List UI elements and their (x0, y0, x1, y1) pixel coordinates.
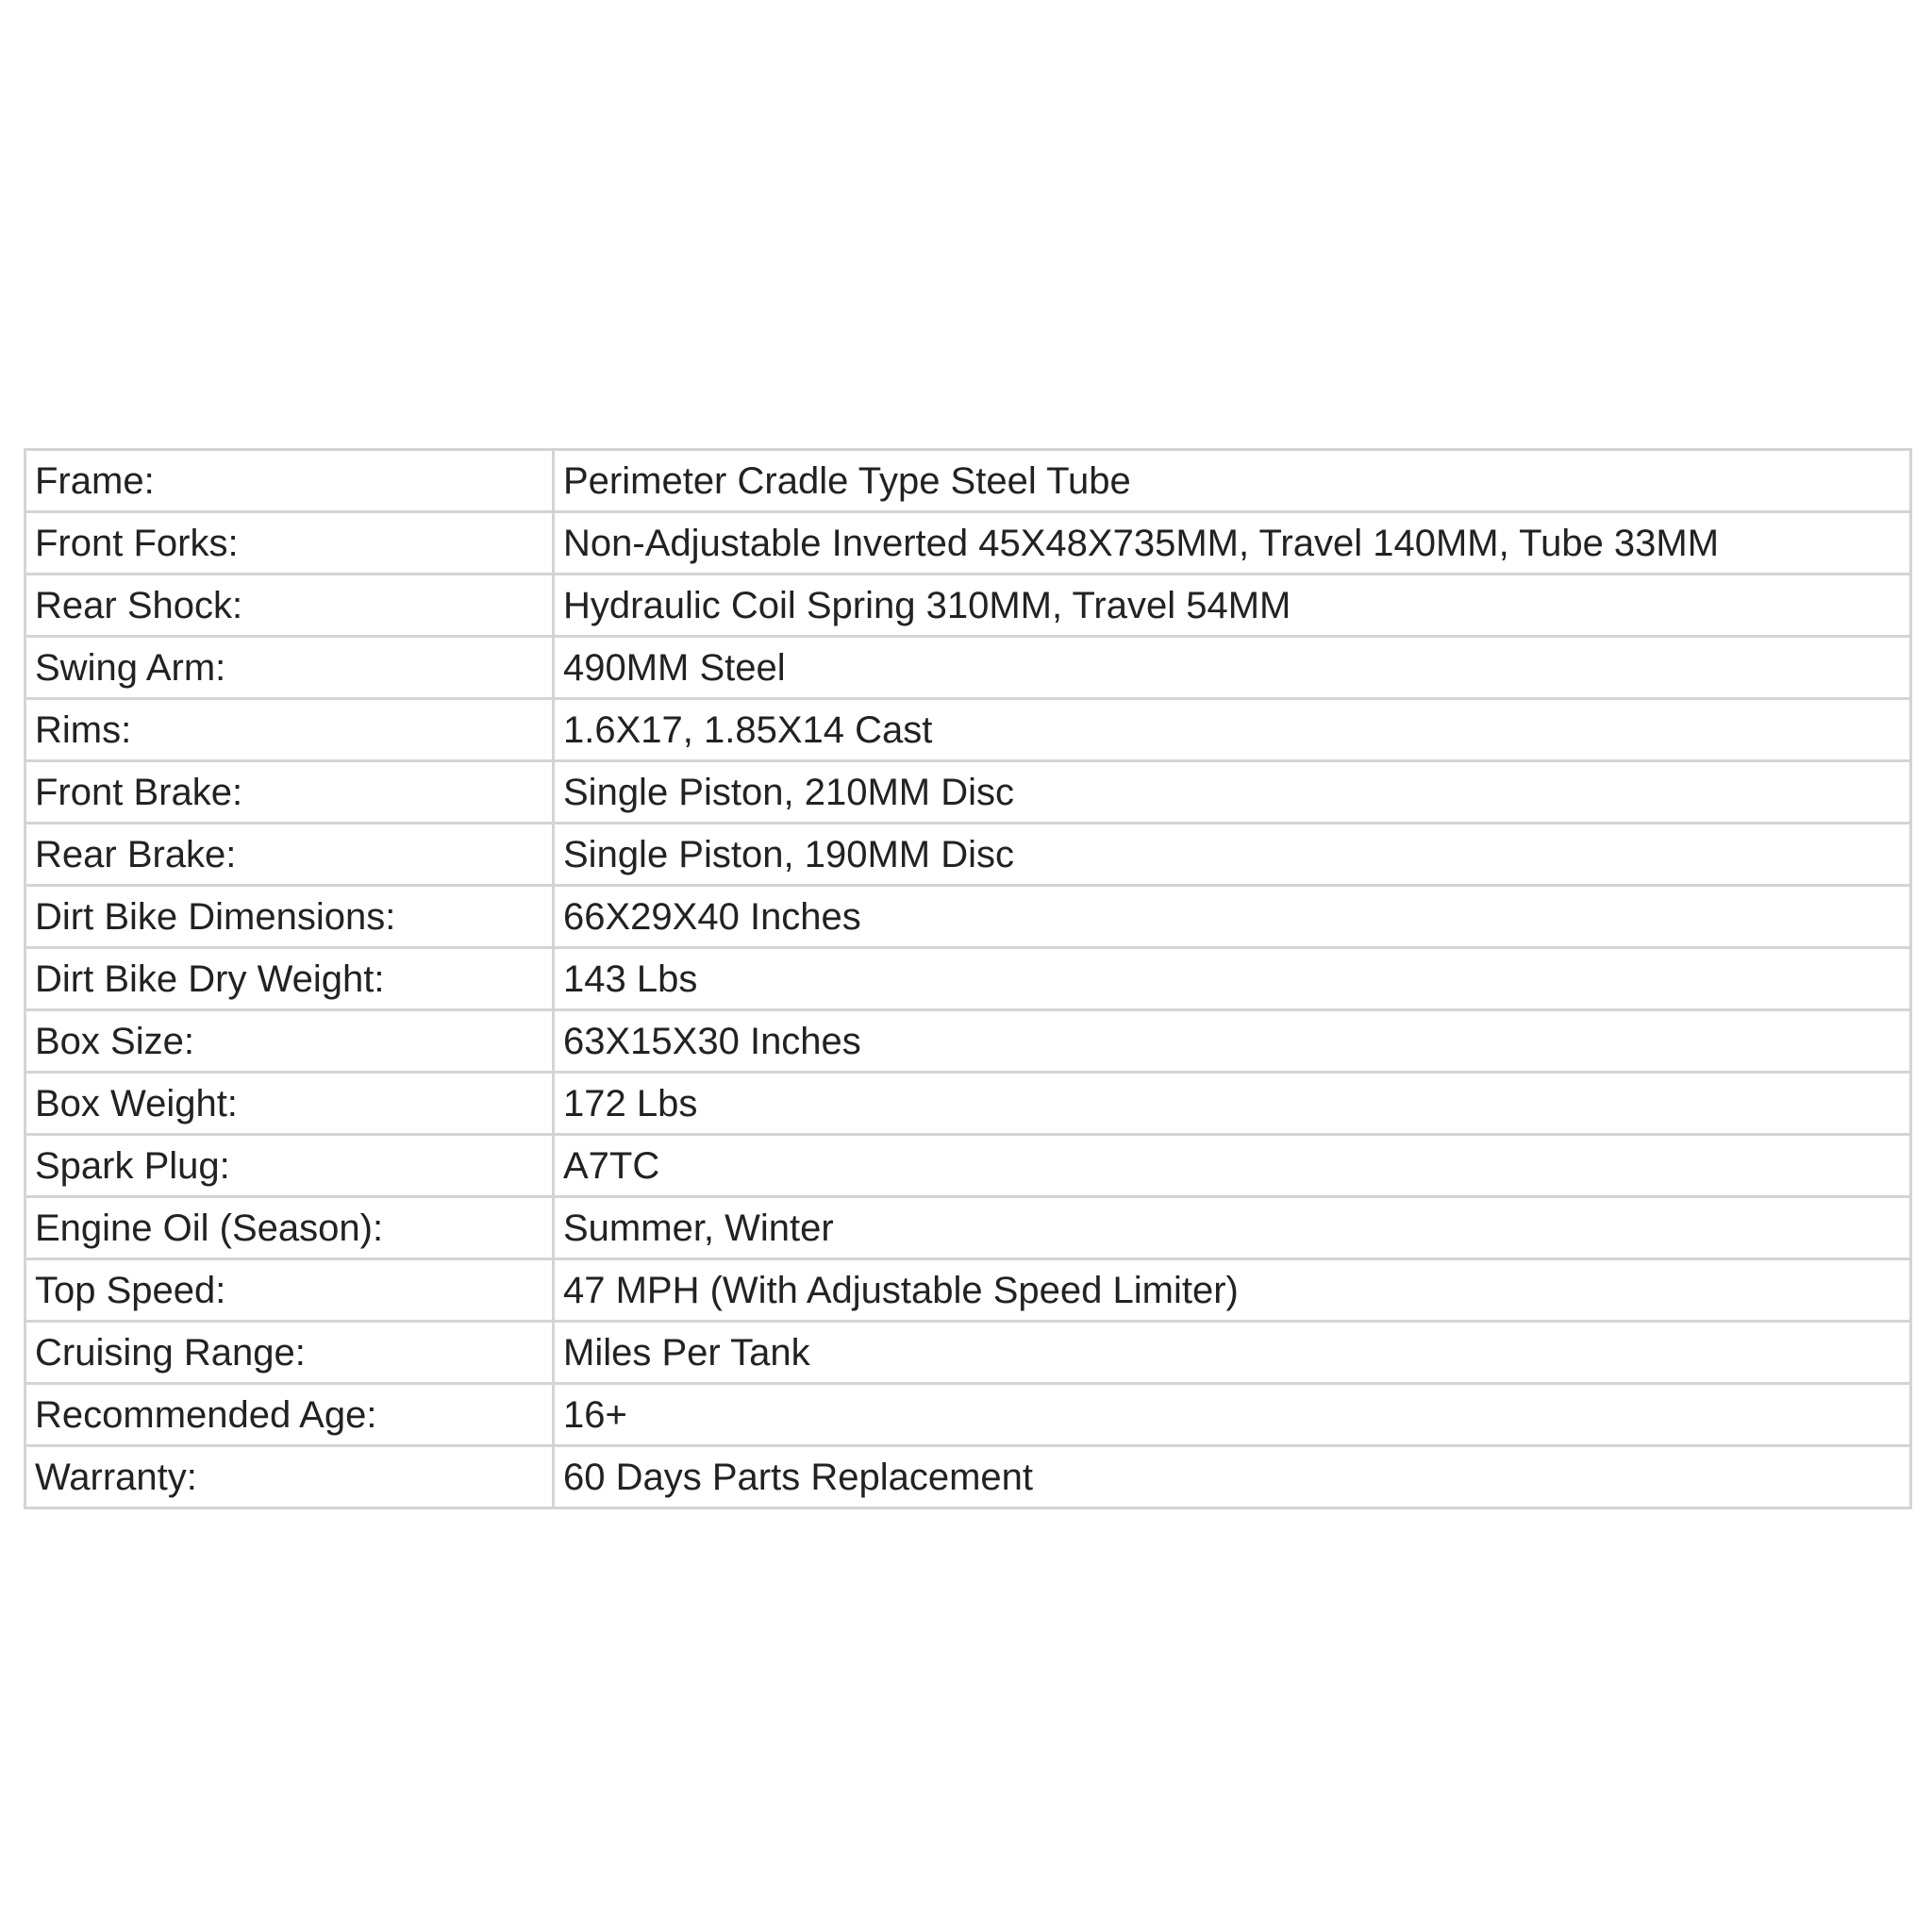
spec-label: Spark Plug: (25, 1135, 554, 1197)
spec-value: Summer, Winter (554, 1197, 1911, 1259)
spec-label: Rear Brake: (25, 824, 554, 886)
spec-label: Front Brake: (25, 761, 554, 824)
spec-value: 16+ (554, 1384, 1911, 1446)
spec-label: Top Speed: (25, 1259, 554, 1322)
table-row (25, 824, 1911, 886)
table-row (25, 1384, 1911, 1446)
spec-value: A7TC (554, 1135, 1911, 1197)
spec-value: 66X29X40 Inches (554, 886, 1911, 948)
table-row (25, 450, 1911, 512)
spec-value: Miles Per Tank (554, 1322, 1911, 1384)
spec-label: Engine Oil (Season): (25, 1197, 554, 1259)
table-row (25, 1135, 1911, 1197)
spec-label: Box Size: (25, 1010, 554, 1073)
spec-label: Dirt Bike Dry Weight: (25, 948, 554, 1010)
table-row (25, 512, 1911, 575)
spec-label: Box Weight: (25, 1073, 554, 1135)
spec-label: Frame: (25, 450, 554, 512)
spec-value: Hydraulic Coil Spring 310MM, Travel 54MM (554, 575, 1911, 637)
table-row (25, 1073, 1911, 1135)
spec-value: 1.6X17, 1.85X14 Cast (554, 699, 1911, 761)
spec-value: 490MM Steel (554, 637, 1911, 699)
spec-value: Non-Adjustable Inverted 45X48X735MM, Travel 140MM, Tube 33MM (554, 512, 1911, 575)
table-row (25, 761, 1911, 824)
specifications-table (24, 448, 1912, 1509)
spec-value: 172 Lbs (554, 1073, 1911, 1135)
spec-label: Recommended Age: (25, 1384, 554, 1446)
spec-label: Dirt Bike Dimensions: (25, 886, 554, 948)
spec-label: Front Forks: (25, 512, 554, 575)
table-row (25, 886, 1911, 948)
spec-value: 143 Lbs (554, 948, 1911, 1010)
spec-value: Single Piston, 190MM Disc (554, 824, 1911, 886)
table-row (25, 1446, 1911, 1508)
spec-value: 60 Days Parts Replacement (554, 1446, 1911, 1508)
table-row (25, 699, 1911, 761)
table-row (25, 1322, 1911, 1384)
table-row (25, 575, 1911, 637)
spec-value: Single Piston, 210MM Disc (554, 761, 1911, 824)
table-row (25, 1197, 1911, 1259)
spec-label: Rims: (25, 699, 554, 761)
spec-label: Warranty: (25, 1446, 554, 1508)
spec-value: 63X15X30 Inches (554, 1010, 1911, 1073)
table-row (25, 1259, 1911, 1322)
spec-label: Cruising Range: (25, 1322, 554, 1384)
spec-value: Perimeter Cradle Type Steel Tube (554, 450, 1911, 512)
spec-label: Rear Shock: (25, 575, 554, 637)
table-row (25, 637, 1911, 699)
spec-label: Swing Arm: (25, 637, 554, 699)
table-row (25, 948, 1911, 1010)
table-row (25, 1010, 1911, 1073)
spec-value: 47 MPH (With Adjustable Speed Limiter) (554, 1259, 1911, 1322)
